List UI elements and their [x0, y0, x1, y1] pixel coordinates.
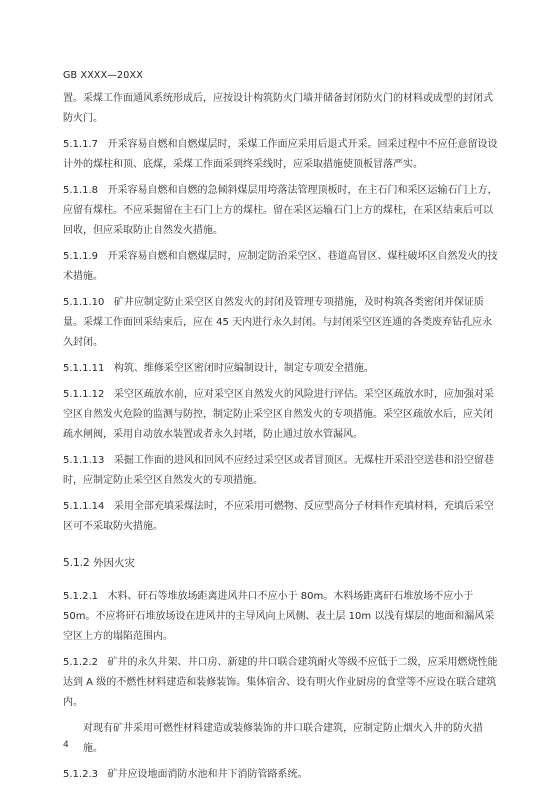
clause-number: 5.1.1.8 [63, 185, 98, 196]
clause-5-1-1-7 [63, 135, 501, 175]
clause-number: 5.1.1.14 [63, 501, 105, 512]
clause-number: 5.1.1.12 [63, 389, 105, 400]
clause-text: 采掘工作面的进风和回风不应经过采空区或者冒顶区。无煤柱开采沿空送巷和沿空留巷时，应制定防止采空区自然发火的专项措施。 [63, 455, 494, 486]
clause-text: 开采容易自燃和自燃的急倾斜煤层用垮落法管理顶板时，在主石门和采区运输石门上方，应留有煤柱。不应采掘留在主石门上方的煤柱。留在采区运输石门上方的煤柱，在采区结束后可以回收，但应采取防止自然发火措施。 [63, 185, 498, 236]
clause-text: 矿井应制定防止采空区自然发火的封闭及管理专项措施，及时构筑各类密闭并保证质量。采煤工作面回采结束后，应在 45 天内进行永久封闭。与封闭采空区连通的各类废弃钻孔应永久封闭。 [63, 297, 493, 348]
clause-number: 5.1.1.7 [63, 139, 98, 150]
section-title: 5.1.2 外因火灾 [63, 557, 136, 569]
clause-5-1-1-14 [63, 497, 501, 537]
clause-5-1-1-12 [63, 385, 501, 445]
page-number: 4 [63, 740, 69, 750]
clause-number: 5.1.1.10 [63, 297, 105, 308]
clause-5-1-1-8 [63, 181, 501, 241]
standard-header: GB XXXX—20XX [63, 70, 143, 81]
clause-number: 5.1.2.1 [63, 591, 98, 602]
clause-5-1-1-13 [63, 451, 501, 491]
clause-text: 采空区疏放水前，应对采空区自然发火的风险进行评估。采空区疏放水时，应加强对采空区自然发火危险的监测与防控，制定防止采空区自然发火的专项措施。采空区疏放水后，应关闭疏水闸阀，采用自动放水装置或者永久封堵，防止通过放水管漏风。 [63, 389, 494, 440]
clause-5-1-2-1 [63, 587, 501, 647]
clause-text: 构筑、维修采空区密闭时应编制设计，制定专项安全措施。 [113, 363, 374, 374]
clause-text: 矿井应设地面消防水池和井下消防管路系统。 [107, 769, 308, 780]
clause-number: 5.1.1.11 [63, 363, 105, 374]
clause-text: 开采容易自燃和自燃煤层时，应制定防治采空区、巷道高冒区、煤柱破坏区自然发火的技术措施。 [63, 251, 498, 282]
paragraph-existing-mines [63, 719, 501, 759]
clause-text: 采用全部充填采煤法时，不应采用可燃物、反应型高分子材料作充填材料，充填后采空区可不采取防火措施。 [63, 501, 494, 532]
clause-5-1-1-11 [63, 359, 501, 379]
clause-text: 木料、矸石等堆放场距离进风井口不应小于 80m。木料场距离矸石堆放场不应小于 50m。不应将矸石堆放场设在进风井的主导风向上风侧、表土层 10m 以浅有煤层的地面和漏风采空区上方的塌陷范围内。 [63, 591, 495, 642]
clause-5-1-2-2 [63, 653, 501, 713]
clause-number: 5.1.1.9 [63, 251, 98, 262]
clause-text: 开采容易自燃和自燃煤层时，采煤工作面应采用后退式开采。回采过程中不应任意留设设计外的煤柱和顶、底煤，采煤工作面采到终采线时，应采取措施使顶板冒落严实。 [63, 139, 498, 170]
clause-5-1-1-10 [63, 293, 501, 353]
body-text [63, 89, 501, 785]
paragraph-text: 对现有矿井采用可燃性材料建造或装修装饰的井口联合建筑，应制定防止烟火入井的防火措施。 [83, 723, 483, 754]
paragraph-continued [63, 89, 501, 129]
clause-number: 5.1.1.13 [63, 455, 105, 466]
clause-number: 5.1.2.3 [63, 769, 98, 780]
paragraph-text: 置。采煤工作面通风系统形成后，应按设计构筑防火门墙并储备封闭防火门的材料或成型的封闭式防火门。 [63, 93, 493, 124]
clause-5-1-2-3 [63, 765, 501, 785]
clause-text: 矿井的永久井架、井口房、新建的井口联合建筑耐火等级不应低于二级，应采用燃烧性能达到 A 级的不燃性材料建造和装修装饰。集体宿舍、设有明火作业厨房的食堂等不应设在联合建筑内。 [63, 657, 498, 708]
clause-5-1-1-9 [63, 247, 501, 287]
clause-number: 5.1.2.2 [63, 657, 98, 668]
